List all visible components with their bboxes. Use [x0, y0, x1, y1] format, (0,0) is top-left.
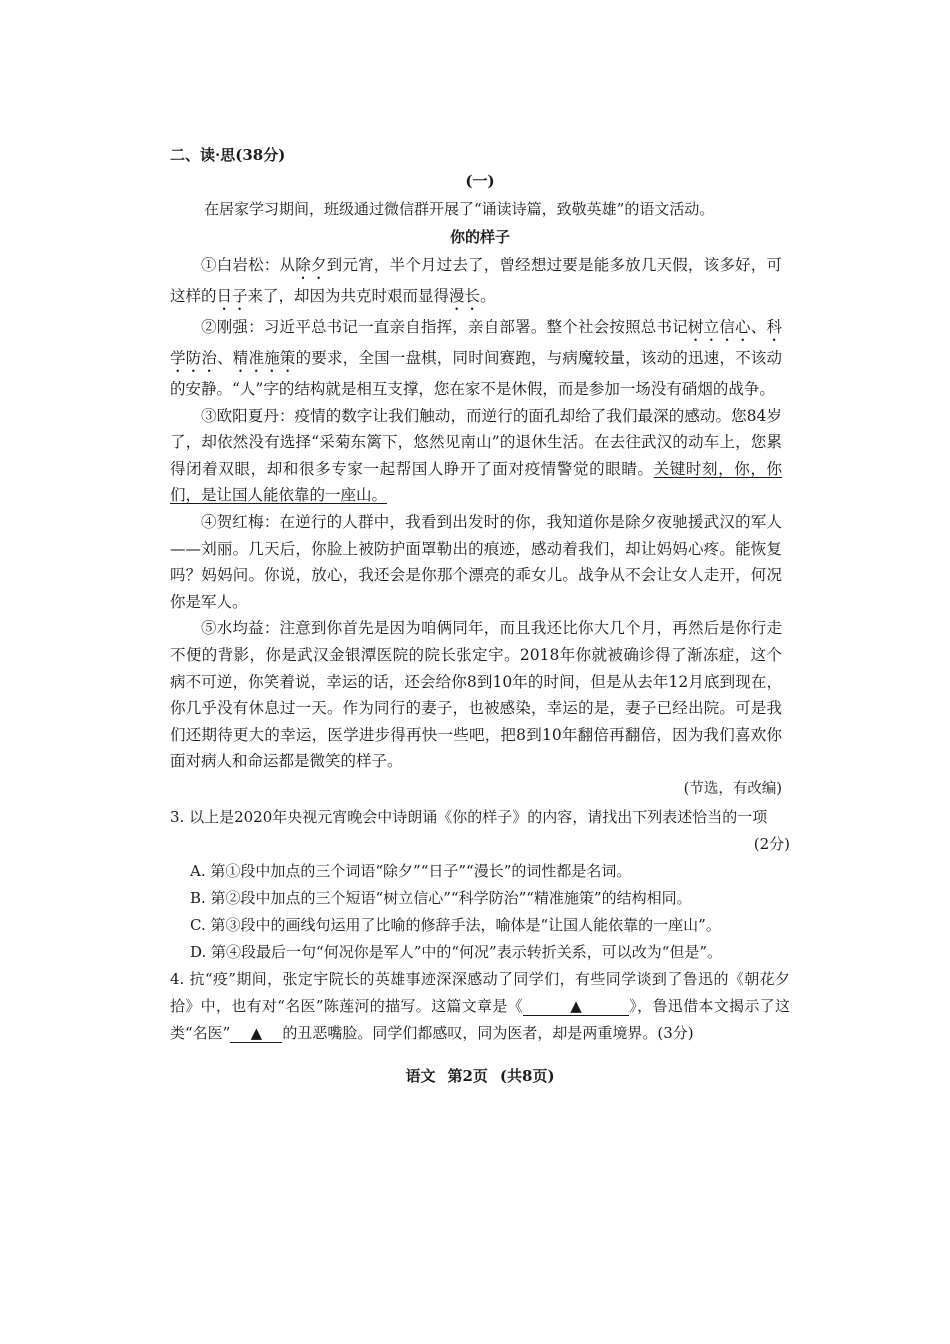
- text-run: 、: [750, 318, 767, 336]
- poem-paragraph-2: [170, 314, 782, 403]
- answer-blank[interactable]: ▲: [523, 997, 629, 1016]
- text-run: 的要求，全国一盘棋，同时间赛跑，与病魔较量，该动的迅速，不该动的安静。“人”字的结构就是相互支撑，您在家不是休假，而是参加一场没有硝烟的战争。: [170, 349, 782, 398]
- dotted-phrase: 树立信心: [687, 318, 751, 336]
- page-footer: [170, 1065, 790, 1086]
- dotted-phrase: 科学防治: [170, 318, 782, 367]
- option-a: A. 第①段中加点的三个词语“除夕”“日子”“漫长”的词性都是名词。: [190, 862, 632, 880]
- answer-blank[interactable]: ▲: [230, 1024, 282, 1043]
- dotted-phrase: 精准施策: [232, 349, 296, 367]
- text-run: 来了，却因为共克时艰而显得: [247, 287, 450, 305]
- text-run: 4. 抗“疫”期间，张定宇院长的英雄事迹深深感动了同学们，有些同学谈到了鲁迅的《朝花夕拾》中，也有对“名医”陈莲河的描写。这篇文章是《: [170, 970, 790, 1015]
- source-note: (节选，有改编): [683, 781, 782, 797]
- section-heading: 二、读·思(38分): [170, 146, 286, 164]
- text-run: 。: [480, 287, 496, 305]
- option-d: D. 第④段最后一句“何况你是军人”中的“何况”表示转折关系，可以改为“但是”。: [190, 943, 723, 961]
- poem-body: [170, 252, 782, 775]
- dotted-word: 日子: [216, 287, 248, 305]
- text-run: 》，鲁迅借本文揭示了这类“名医”: [170, 997, 790, 1042]
- question-score: (2分): [753, 835, 790, 853]
- poem-paragraph-3: [170, 403, 782, 509]
- text-run: 到元宵，半个月过去了，曾经想过要是能多放几天假，该多好，可这样的: [170, 256, 782, 305]
- footer-subject: 语文: [405, 1067, 436, 1085]
- questions: [170, 804, 790, 1047]
- underlined-sentence: 关键时刻，你，你们，是让国人能依靠的一座山。: [170, 459, 782, 505]
- text-run: ③欧阳夏丹：疫情的数字让我们触动，而逆行的面孔却给了我们最深的感动。您84岁了，却依然没有选择“采菊东篱下，悠然见南山”的退休生活。在去往武汉的动车上，您累得闭着双眼，却和很多专家一起帮国人睁开了面对疫情警觉的眼睛。: [170, 406, 782, 478]
- footer-page: 第2页: [447, 1067, 488, 1085]
- question-4: [170, 966, 790, 1047]
- poem-paragraph-1: [170, 252, 782, 314]
- poem-paragraph-5: ⑤水均益：注意到你首先是因为咱俩同年，而且我还比你大几个月，再然后是你行走不便的背影，你是武汉金银潭医院的院长张定宇。2018年你就被确诊得了渐冻症，这个病不可逆，你笑着说，幸运的话，还会给你8到10年的时间，但是从去年12月底到现在，你几乎没有休息过一天。作为同行的妻子，也被感染，幸运的是，妻子已经出院。可是我们还期待更大的幸运，医学进步得再快一些吧，把8到10年翻倍再翻倍，因为我们喜欢你面对病人和命运都是微笑的样子。: [170, 619, 782, 771]
- dotted-word: 漫长: [449, 287, 481, 305]
- dotted-word: 除夕: [295, 256, 327, 274]
- option-c: C. 第③段中的画线句运用了比喻的修辞手法，喻体是“让国人能依靠的一座山”。: [190, 916, 721, 934]
- question-stem: 3. 以上是2020年央视元宵晚会中诗朗诵《你的样子》的内容，请找出下列表述恰当的一项: [170, 808, 768, 826]
- activity-intro: 在居家学习期间，班级通过微信群开展了“诵读诗篇，致敬英雄”的语文活动。: [204, 200, 715, 218]
- text-run: 、: [217, 349, 233, 367]
- question-3: [170, 804, 790, 858]
- footer-total: (共8页): [499, 1067, 555, 1085]
- option-b: B. 第②段中加点的三个短语“树立信心”“科学防治”“精准施策”的结构相同。: [190, 889, 692, 907]
- text-run: ①白岩松：从: [201, 256, 296, 274]
- poem-title: 你的样子: [449, 228, 510, 246]
- text-run: 的丑恶嘴脸。同学们都感叹，同为医者，却是两重境界。(3分): [282, 1024, 694, 1042]
- text-run: ②刚强：习近平总书记一直亲自指挥，亲自部署。整个社会按照总书记: [201, 318, 688, 336]
- part-title: (一): [465, 172, 495, 190]
- poem-paragraph-4: ④贺红梅：在逆行的人群中，我看到出发时的你，我知道你是除夕夜驰援武汉的军人——刘丽。几天后，你脸上被防护面罩勒出的痕迹，感动着我们，却让妈妈心疼。能恢复吗？妈妈问。你说，放心，我还会是你那个漂亮的乖女儿。战争从不会让女人走开，何况你是军人。: [170, 512, 782, 611]
